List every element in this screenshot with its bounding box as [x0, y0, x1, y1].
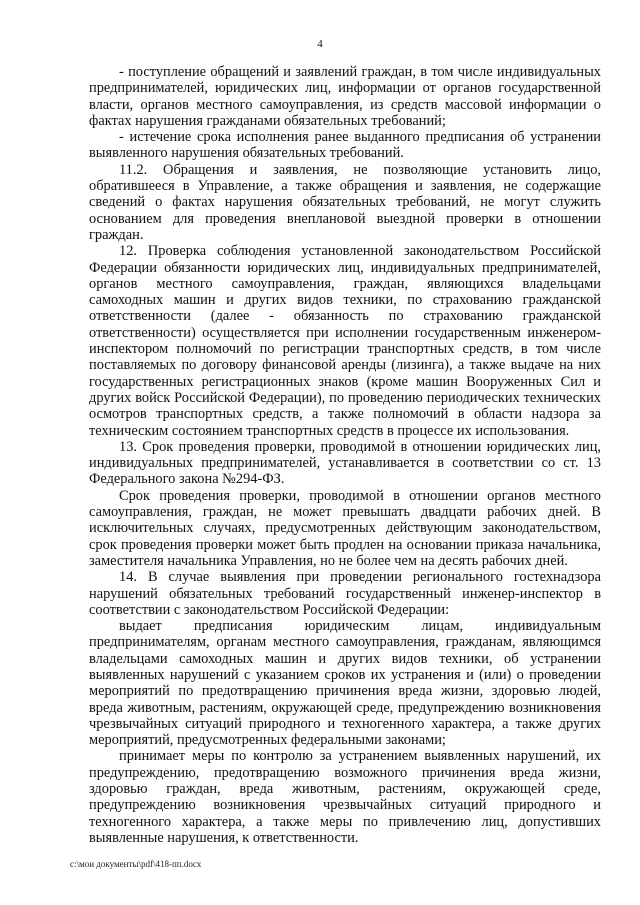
- paragraph-14-measures: принимает меры по контролю за устранением выявленных нарушений, их предупреждению, предотвращению возможного причинения вреда жизни, здоровью граждан, вреда животным, растениям, окружающей среде, предупреждению возникновения чрезвычайных ситуаций природного и техногенного характера, а также меры по привлечению лиц, допустивших выявленные нарушения, к ответственности.: [89, 748, 601, 846]
- paragraph-12: 12. Проверка соблюдения установленной законодательством Российской Федерации обязанности юридических лиц, индивидуальных предпринимателей, органов местного самоуправления, граждан, являющихся владельцами самоходных машин и других видов техники, по страхованию гражданской ответственности (далее - обязанность по страхованию гражданской ответственности) осуществляется при исполнении государственным инженером-инспектором полномочий по регистрации транспортных средств, в том числе поставляемых по договору финансовой аренды (лизинга), а также выдаче на них государственных регистрационных знаков (кроме машин Вооруженных Сил и других войск Российской Федерации), по проведению периодических технических осмотров транспортных средств, а также полномочий в области надзора за техническим состоянием транспортных средств в процессе их использования.: [89, 243, 601, 439]
- paragraph-14: 14. В случае выявления при проведении регионального гостехнадзора нарушений обязательных требований государственный инженер-инспектор в соответствии с законодательством Российской Федерации:: [89, 569, 601, 618]
- paragraph-13: 13. Срок проведения проверки, проводимой в отношении юридических лиц, индивидуальных предпринимателей, устанавливается в соответствии со ст. 13 Федерального закона №294-ФЗ.: [89, 438, 601, 488]
- paragraph-13-term: Срок проведения проверки, проводимой в отношении органов местного самоуправления, граждан, не может превышать двадцати рабочих дней. В исключительных случаях, предусмотренных действующим законодательством, срок проведения проверки может быть продлен на основании приказа начальника, заместителя начальника Управления, но не более чем на десять рабочих дней.: [89, 487, 601, 569]
- paragraph-11-2: 11.2. Обращения и заявления, не позволяющие установить лицо, обратившееся в Управление, а также обращения и заявления, не содержащие сведений о фактах нарушения обязательных требований, не могут служить основанием для проведения внеплановой выездной проверки в отношении граждан.: [89, 161, 601, 243]
- footer-file-path: c:\мои документы\pdf\418-пп.docx: [70, 859, 202, 869]
- page-number: 4: [317, 38, 323, 50]
- document-body: [89, 64, 601, 846]
- paragraph-14-orders: выдает предписания юридическим лицам, индивидуальным предпринимателям, органам местного самоуправления, гражданам, являющимся владельцами самоходных машин и других видов техники, об устранении выявленных нарушений с указанием сроков их устранения и (или) о проведении мероприятий по предотвращению причинения вреда жизни, здоровью людей, вреда животным, растениям, окружающей среде, предупреждению возникновения чрезвычайных ситуаций природного и техногенного характера, а также других мероприятий, предусмотренных федеральными законами;: [89, 618, 601, 749]
- paragraph-grounds-appeals: - поступление обращений и заявлений граждан, в том числе индивидуальных предпринимателей, юридических лиц, информации от органов государственной власти, органов местного самоуправления, из средств массовой информации о фактах нарушения гражданами обязательных требований;: [89, 64, 601, 129]
- paragraph-grounds-expiry: - истечение срока исполнения ранее выданного предписания об устранении выявленного нарушения обязательных требований.: [89, 129, 601, 162]
